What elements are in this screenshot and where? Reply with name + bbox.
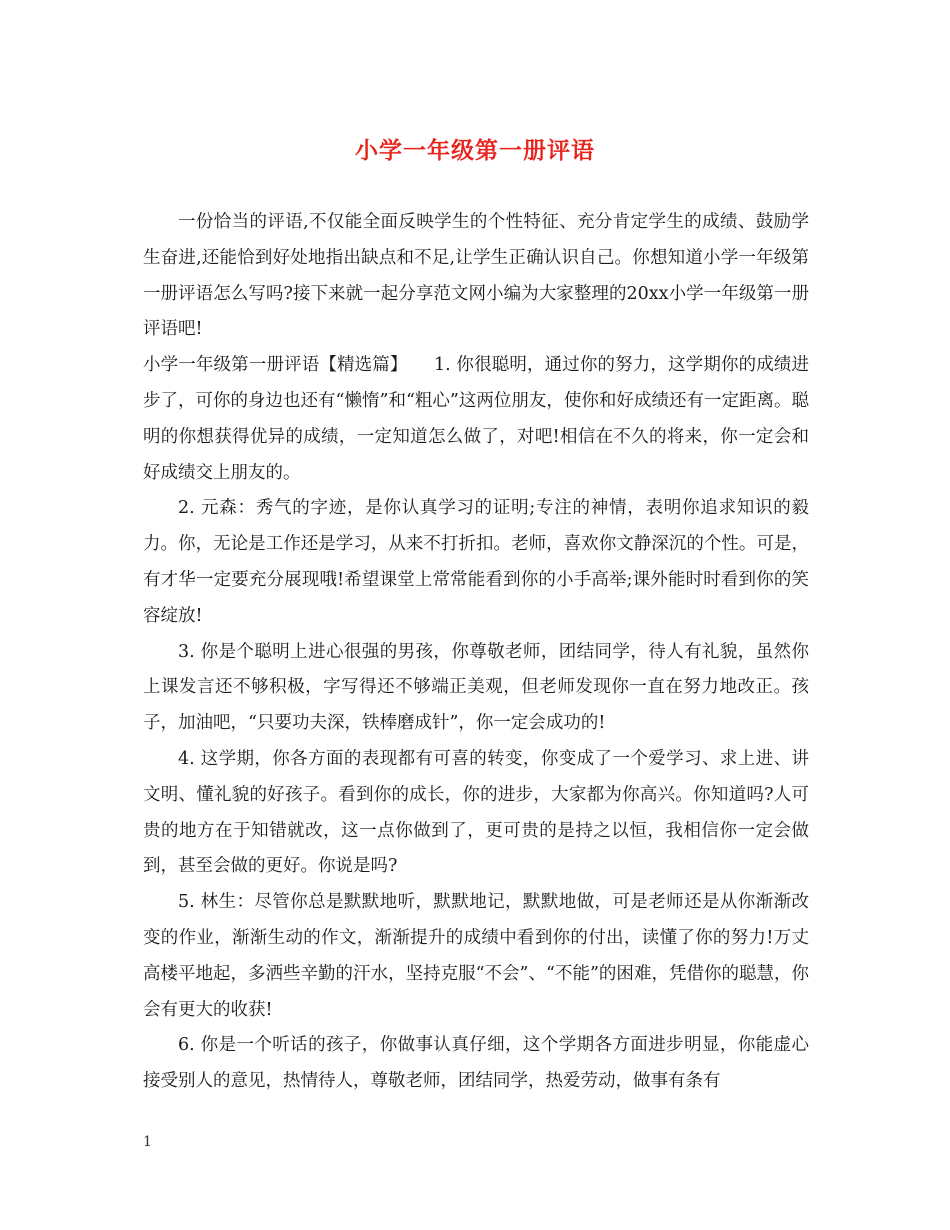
comment-paragraph-3: 3. 你是个聪明上进心很强的男孩，你尊敬老师，团结同学，待人有礼貌，虽然你上课发言还不够积极，字写得还不够端正美观，但老师发现你一直在努力地改正。孩子，加油吧，“只要功夫深，铁棒磨成针”，你一定会成功的!	[143, 641, 809, 734]
document-body	[143, 205, 809, 1100]
comment-paragraph-2: 2. 元森：秀气的字迹，是你认真学习的证明;专注的神情，表明你追求知识的毅力。你，无论是工作还是学习，从来不打折扣。老师，喜欢你文静深沉的个性。可是，有才华一定要充分展现哦!希望课堂上常常能看到你的小手高举;课外能时时看到你的笑容绽放!	[143, 498, 809, 626]
comment-paragraph-5: 5. 林生：尽管你总是默默地听，默默地记，默默地做，可是老师还是从你渐渐改变的作业，渐渐生动的作文，渐渐提升的成绩中看到你的付出，读懂了你的努力!万丈高楼平地起，多洒些辛勤的汗水，坚持克服“不会”、“不能”的困难，凭借你的聪慧，你会有更大的收获!	[143, 892, 809, 1020]
document-title: 小学一年级第一册评语	[355, 138, 595, 164]
comment-paragraph-1: 小学一年级第一册评语【精选篇】 1. 你很聪明，通过你的努力，这学期你的成绩进步了，可你的身边也还有“懒惰”和“粗心”这两位朋友，使你和好成绩还有一定距离。聪明的你想获得优异的成绩，一定知道怎么做了，对吧!相信在不久的将来，你一定会和好成绩交上朋友的。	[143, 355, 809, 483]
comment-paragraph-4: 4. 这学期，你各方面的表现都有可喜的转变，你变成了一个爱学习、求上进、讲文明、懂礼貌的好孩子。看到你的成长，你的进步，大家都为你高兴。你知道吗?人可贵的地方在于知错就改，这一点你做到了，更可贵的是持之以恒，我相信你一定会做到，甚至会做的更好。你说是吗?	[143, 748, 809, 877]
comment-paragraph-6: 6. 你是一个听话的孩子，你做事认真仔细，这个学期各方面进步明显，你能虚心接受别人的意见，热情待人，尊敬老师，团结同学，热爱劳动，做事有条有	[143, 1035, 809, 1092]
intro-paragraph: 一份恰当的评语,不仅能全面反映学生的个性特征、充分肯定学生的成绩、鼓励学生奋进,还能恰到好处地指出缺点和不足,让学生正确认识自己。你想知道小学一年级第一册评语怎么写吗?接下来就一起分享范文网小编为大家整理的20xx小学一年级第一册评语吧!	[143, 212, 809, 340]
page-number: 1	[143, 1134, 152, 1150]
